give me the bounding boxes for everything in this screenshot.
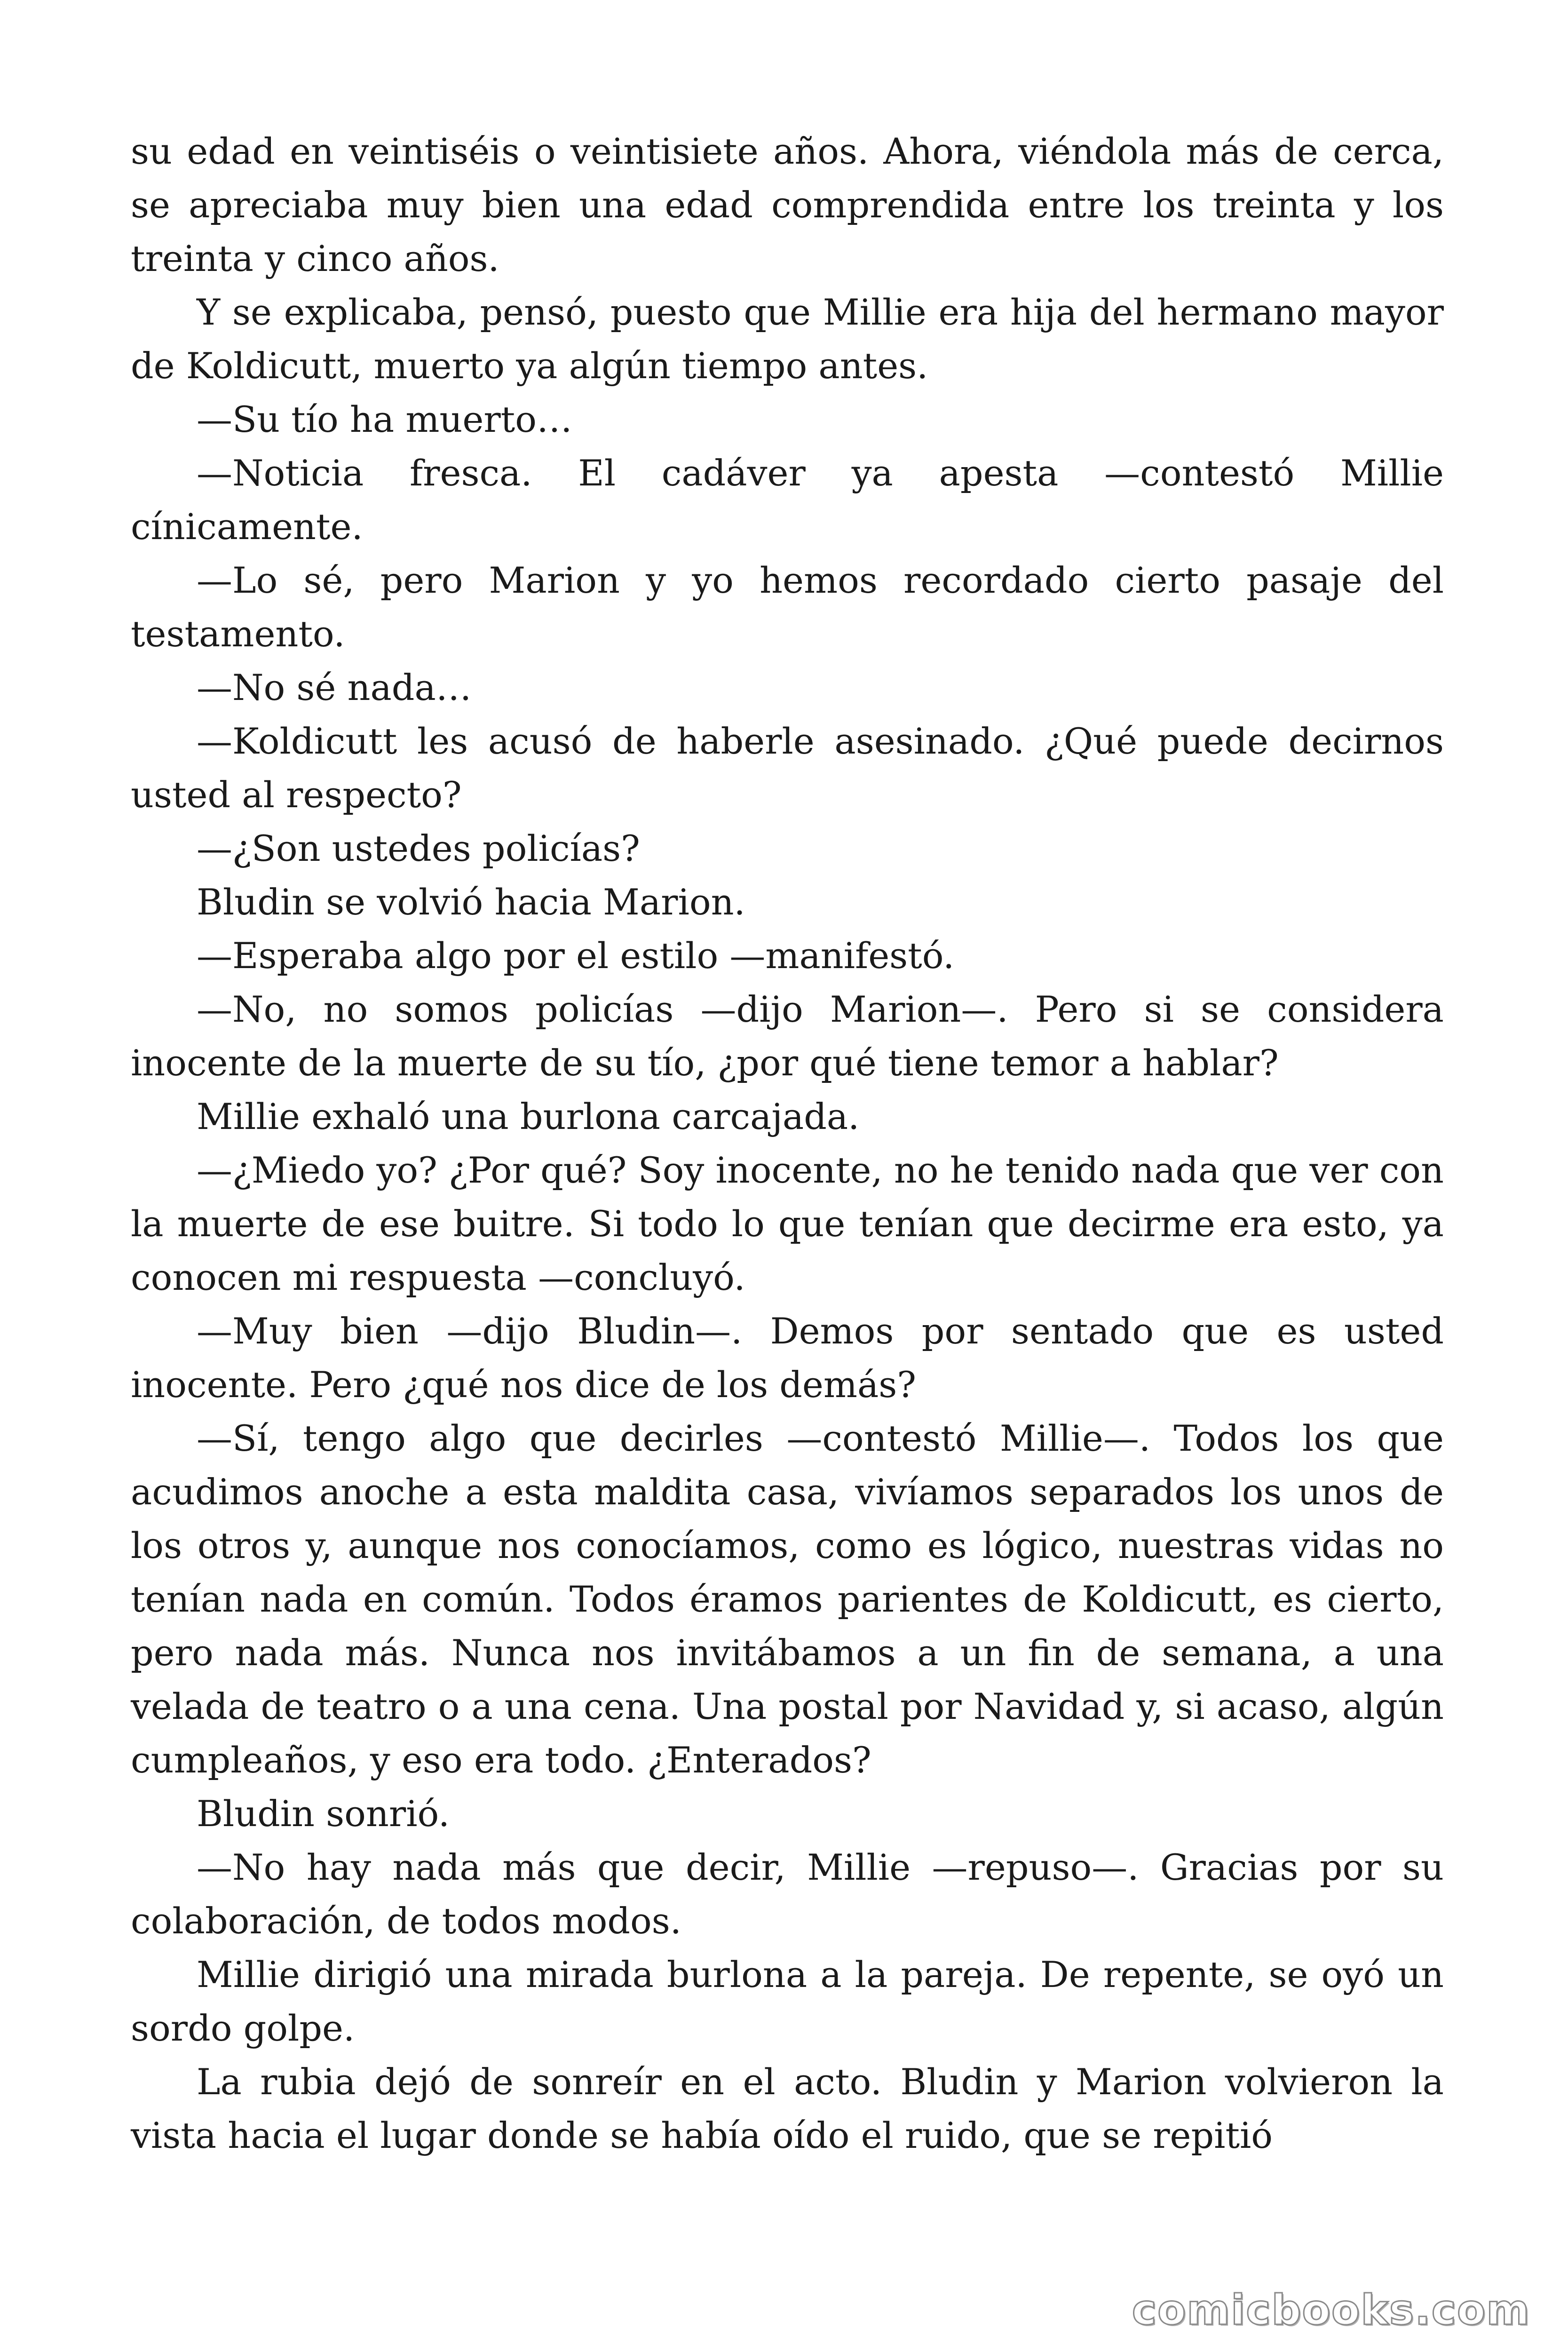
- paragraph: —No sé nada…: [197, 667, 472, 708]
- paragraph: su edad en veintiséis o veintisiete años. Ahora, viéndola más de cerca, se apreciaba muy bien una edad comprendida entre los treinta y los treinta y cinco años.: [131, 130, 1444, 279]
- paragraph: —¿Son ustedes policías?: [197, 827, 640, 869]
- paragraph: —No hay nada más que decir, Millie —repuso—. Gracias por su colaboración, de todos modos.: [131, 1846, 1444, 1942]
- paragraph: —Sí, tengo algo que decirles —contestó Millie—. Todos los que acudimos anoche a esta maldita casa, vivíamos separados los unos de los otros y, aunque nos conocíamos, como es lógico, nuestras vidas no tenían nada en común. Todos éramos parientes de Koldicutt, es cierto, pero nada más. Nunca nos invitábamos a un fin de semana, a una velada de teatro o a una cena. Una postal por Navidad y, si acaso, algún cumpleaños, y eso era todo. ¿Enterados?: [131, 1417, 1444, 1781]
- paragraph: Y se explicaba, pensó, puesto que Millie era hija del hermano mayor de Koldicutt, muerto ya algún tiempo antes.: [131, 291, 1444, 387]
- paragraph: —Muy bien —dijo Bludin—. Demos por sentado que es usted inocente. Pero ¿qué nos dice de los demás?: [131, 1310, 1444, 1406]
- paragraph: —No, no somos policías —dijo Marion—. Pero si se considera inocente de la muerte de su tío, ¿por qué tiene temor a hablar?: [131, 988, 1444, 1084]
- body-text: [131, 125, 1444, 2162]
- paragraph: —Lo sé, pero Marion y yo hemos recordado cierto pasaje del testamento.: [131, 559, 1444, 655]
- paragraph: Bludin se volvió hacia Marion.: [197, 881, 745, 923]
- paragraph: Millie exhaló una burlona carcajada.: [197, 1096, 860, 1137]
- paragraph: —Koldicutt les acusó de haberle asesinado. ¿Qué puede decirnos usted al respecto?: [131, 720, 1444, 816]
- paragraph: —Su tío ha muerto…: [197, 398, 572, 440]
- paragraph: —Noticia fresca. El cadáver ya apesta —contestó Millie cínicamente.: [131, 452, 1444, 548]
- paragraph: La rubia dejó de sonreír en el acto. Bludin y Marion volvieron la vista hacia el lugar donde se había oído el ruido, que se repitió: [131, 2061, 1444, 2156]
- paragraph: —¿Miedo yo? ¿Por qué? Soy inocente, no he tenido nada que ver con la muerte de ese buitre. Si todo lo que tenían que decirme era esto, ya conocen mi respuesta —concluyó.: [131, 1149, 1444, 1298]
- paragraph: —Esperaba algo por el estilo —manifestó.: [197, 935, 955, 977]
- watermark-logo: comicbooks.com: [1132, 2286, 1530, 2334]
- paragraph: Millie dirigió una mirada burlona a la pareja. De repente, se oyó un sordo golpe.: [131, 1954, 1444, 2049]
- paragraph: Bludin sonrió.: [197, 1793, 450, 1835]
